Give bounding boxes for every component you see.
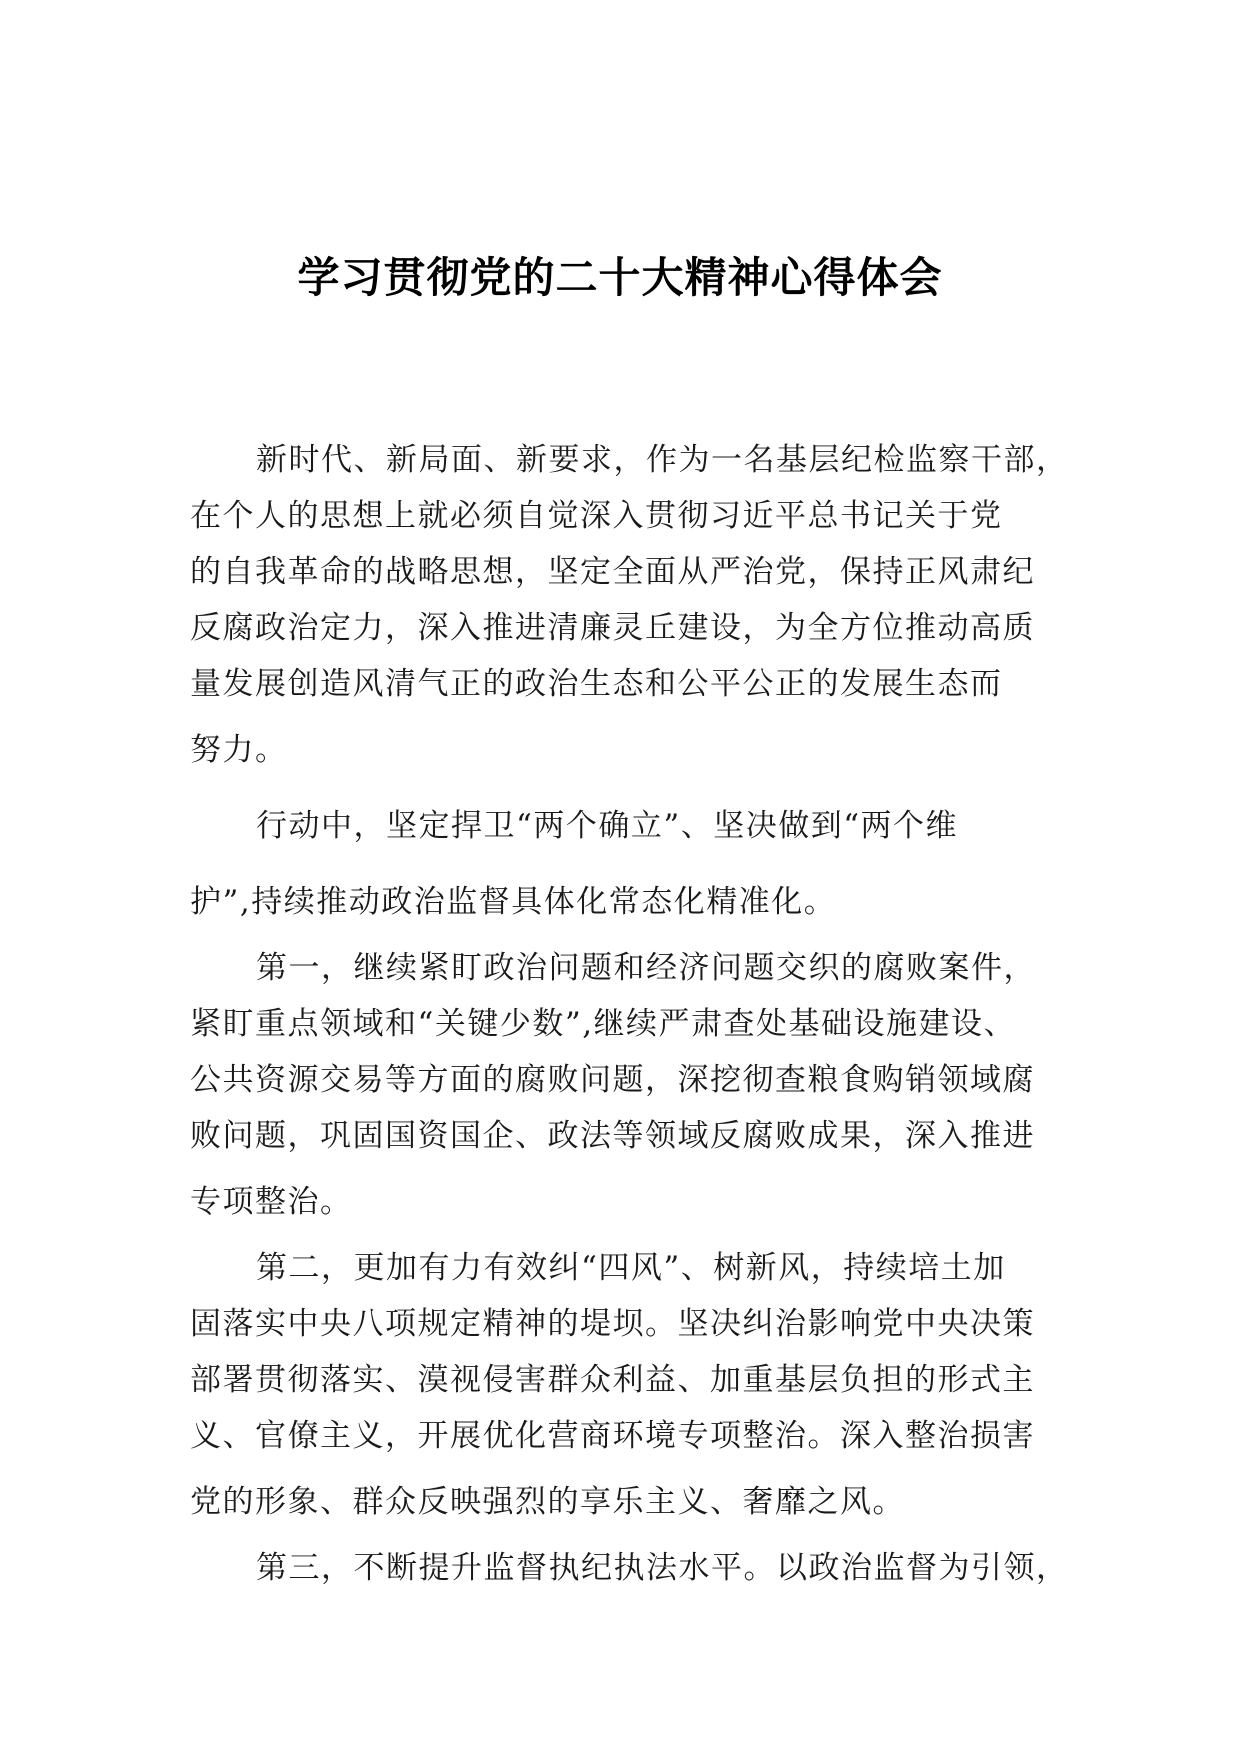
paragraph-2 [190,788,1070,940]
paragraph-line: 护”,持续推动政治监督具体化常态化精准化。 [190,884,837,920]
paragraph-line: 的自我革命的战略思想，坚定全面从严治党，保持正风肃纪 [190,554,1035,590]
paragraph-line: 部署贯彻落实、漠视侵害群众利益、加重基层负担的形式主 [190,1362,1035,1398]
paragraph-line: 第二，更加有力有效纠“四风”、树新风，持续培土加 [256,1250,1006,1286]
document-body [190,432,1070,1596]
paragraph-line: 行动中，坚定捍卫“两个确立”、坚决做到“两个维 [256,808,959,844]
paragraph-line: 紧盯重点领域和“关键少数”,继续严肃查处基础设施建设、 [190,1006,1017,1042]
paragraph-4 [190,1240,1070,1540]
paragraph-line: 努力。 [190,732,288,768]
paragraph-line: 公共资源交易等方面的腐败问题，深挖彻查粮食购销领域腐 [190,1062,1035,1098]
paragraph-line: 党的形象、群众反映强烈的享乐主义、奢靡之风。 [190,1484,905,1520]
paragraph-line: 第三，不断提升监督执纪执法水平。以政治监督为引领， [256,1550,1069,1586]
paragraph-3 [190,940,1070,1240]
paragraph-line: 固落实中央八项规定精神的堤坝。坚决纠治影响党中央决策 [190,1306,1035,1342]
paragraph-line: 反腐政治定力，深入推进清廉灵丘建设，为全方位推动高质 [190,610,1035,646]
paragraph-1 [190,432,1070,788]
paragraph-line: 义、官僚主义，开展优化营商环境专项整治。深入整治损害 [190,1418,1035,1454]
paragraph-line: 新时代、新局面、新要求，作为一名基层纪检监察干部， [256,442,1069,478]
paragraph-5 [190,1540,1070,1596]
paragraph-line: 第一，继续紧盯政治问题和经济问题交织的腐败案件， [256,950,1036,986]
paragraph-line: 败问题，巩固国资国企、政法等领域反腐败成果，深入推进 [190,1118,1035,1154]
paragraph-line: 在个人的思想上就必须自觉深入贯彻习近平总书记关于党 [190,498,1003,534]
document-title: 学习贯彻党的二十大精神心得体会 [297,253,943,302]
paragraph-line: 专项整治。 [190,1184,353,1220]
paragraph-line: 量发展创造风清气正的政治生态和公平公正的发展生态而 [190,666,1003,702]
